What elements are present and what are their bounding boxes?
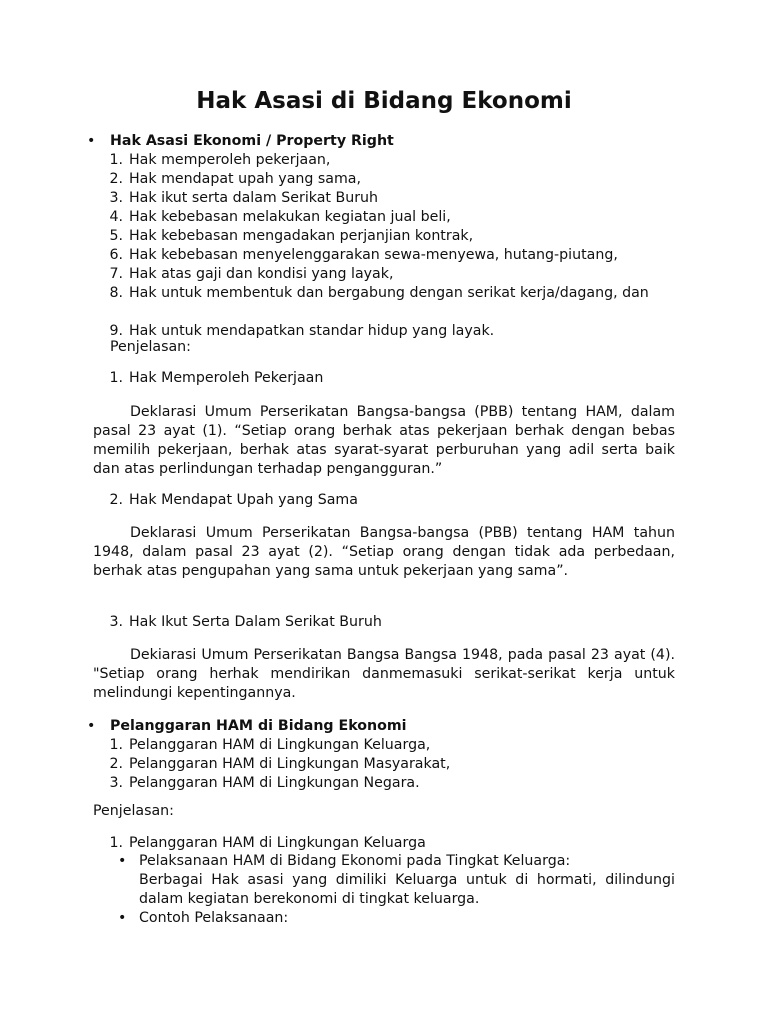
explanation-paragraph: Deklarasi Umum Perserikatan Bangsa-bangsa (PBB) tentang HAM, dalam pasal 23 ayat (1). “Setiap orang berhak atas pekerjaan berhak dengan bebas memilih pekerjaan, berhak atas syarat-syarat perburuhan yang adil serta baik dan atas perlindungan terhadap pengangguran.” [93, 404, 675, 477]
list-item: 9. Hak untuk mendapatkan standar hidup yang layak. [109, 323, 495, 339]
list-item: 4. Hak kebebasan melakukan kegiatan jual beli, [109, 209, 451, 225]
section1-list [93, 151, 675, 341]
list-item: 6. Hak kebebasan menyelenggarakan sewa-menyewa, hutang-piutang, [109, 247, 618, 263]
explanation-heading: 3. Hak Ikut Serta Dalam Serikat Buruh [109, 614, 382, 630]
sub-bullet-title: Contoh Pelaksanaan: [139, 910, 289, 926]
bullet-icon: • [87, 718, 96, 734]
list-item: 2. Hak mendapat upah yang sama, [109, 171, 362, 187]
penjelasan-label: Penjelasan: [93, 803, 174, 819]
list-item: 7. Hak atas gaji dan kondisi yang layak, [109, 266, 394, 282]
explanation-heading: 2. Hak Mendapat Upah yang Sama [109, 492, 358, 508]
explanation-paragraph: Deklarasi Umum Perserikatan Bangsa-bangsa (PBB) tentang HAM tahun 1948, dalam pasal 23 ayat (2). “Setiap orang dengan tidak ada perbedaan, berhak atas pengupahan yang sama untuk pekerjaan yang sama”. [93, 525, 675, 579]
list-item: 1. Pelanggaran HAM di Lingkungan Keluarga, [109, 737, 431, 753]
bullet-icon: • [118, 853, 127, 869]
list-item: 3. Hak ikut serta dalam Serikat Buruh [109, 190, 379, 206]
list-item: 5. Hak kebebasan mengadakan perjanjian kontrak, [109, 228, 474, 244]
section2-heading: Pelanggaran HAM di Bidang Ekonomi [110, 718, 407, 734]
explanation-paragraph: Dekiarasi Umum Perserikatan Bangsa Bangsa 1948, pada pasal 23 ayat (4). "Setiap orang herhak mendirikan danmemasuki serikat-serikat kerja untuk melindungi kepentingannya. [93, 647, 675, 701]
penjelasan-label: Penjelasan: [110, 339, 191, 355]
section1-heading: Hak Asasi Ekonomi / Property Right [110, 133, 394, 149]
sub-bullet-text: Berbagai Hak asasi yang dimiliki Keluarga untuk di hormati, dilindungi dalam kegiatan berekonomi di tingkat keluarga. [139, 872, 675, 907]
list-item: 3. Pelanggaran HAM di Lingkungan Negara. [109, 775, 420, 791]
bullet-icon: • [118, 910, 127, 926]
sub-bullet-title: Pelaksanaan HAM di Bidang Ekonomi pada Tingkat Keluarga: [139, 853, 571, 869]
explanation-heading: 1. Hak Memperoleh Pekerjaan [109, 370, 324, 386]
section2-list [93, 736, 675, 793]
list-item: 2. Pelanggaran HAM di Lingkungan Masyarakat, [109, 756, 451, 772]
document-title: Hak Asasi di Bidang Ekonomi [196, 88, 572, 114]
explanation-heading: 1. Pelanggaran HAM di Lingkungan Keluarga [109, 835, 426, 851]
list-item: 8. Hak untuk membentuk dan bergabung dengan serikat kerja/dagang, dan [109, 285, 649, 301]
list-item: 1. Hak memperoleh pekerjaan, [109, 152, 331, 168]
bullet-icon: • [87, 133, 96, 149]
